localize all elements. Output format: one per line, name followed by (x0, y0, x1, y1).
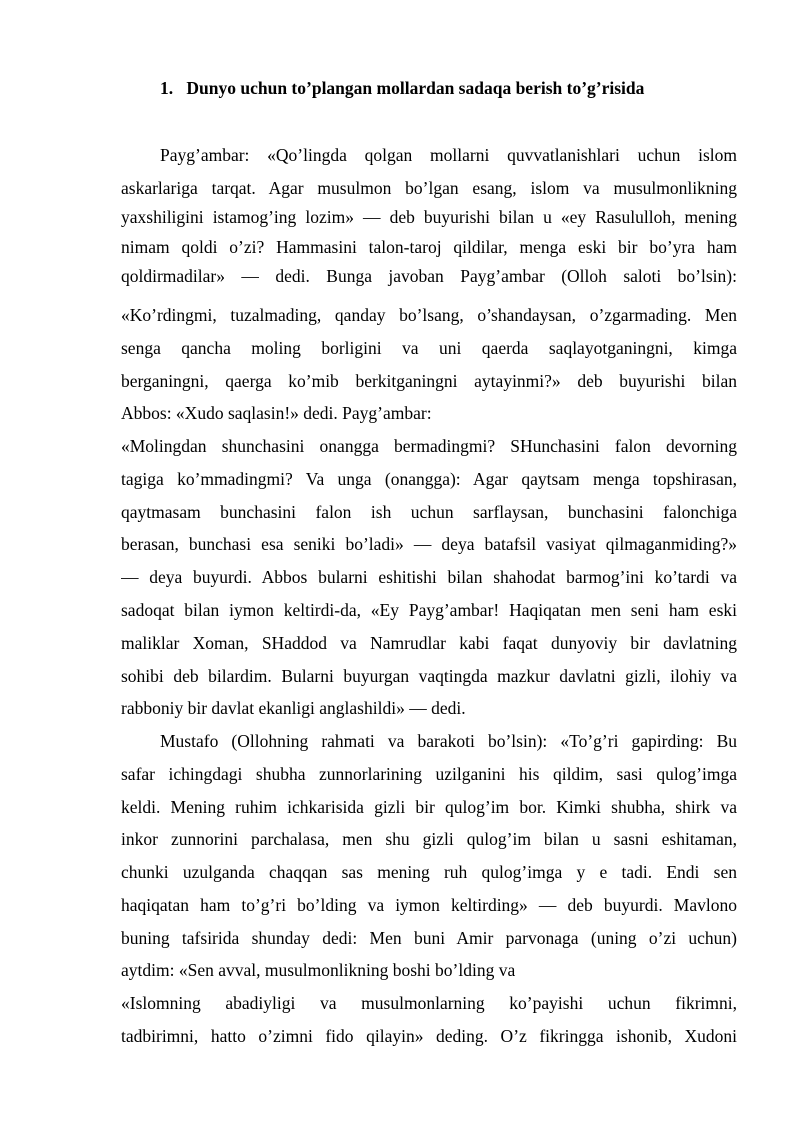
paragraph-line: keldi. Mening ruhim ichkarisida gizli bir qulog’im bor. Kimki shubha, shirk va (121, 797, 737, 817)
paragraph-line: yaxshiligini istamog’ing lozim» — deb buyurishi bilan u «ey Rasululloh, mening (121, 207, 737, 227)
paragraph-line: berganingni, qaerga ko’mib berkitganingni aytayinmi?» deb buyurishi bilan (121, 371, 737, 391)
paragraph-line: «Ko’rdingmi, tuzalmading, qanday bo’lsang, o’shandaysan, o’zgarmading. Men (121, 305, 737, 325)
paragraph-line: inkor zunnorini parchalasa, men shu gizli qulog’im bilan u sasni eshitaman, (121, 829, 737, 849)
paragraph-line: qoldirmadilar» — dedi. Bunga javoban Payg’ambar (Olloh saloti bo’lsin): (121, 266, 737, 286)
heading-text: Dunyo uchun to’plangan mollardan sadaqa berish to’g’risida (186, 78, 645, 98)
paragraph-line: aytdim: «Sen avval, musulmonlikning boshi bo’lding va (121, 960, 516, 980)
section-heading (160, 76, 644, 100)
paragraph-line: askarlariga tarqat. Agar musulmon bo’lgan esang, islom va musulmonlikning (121, 178, 737, 198)
paragraph-line: tadbirimni, hatto o’zimni fido qilayin» deding. O’z fikringga ishonib, Xudoni (121, 1026, 737, 1046)
paragraph-line: «Islomning abadiyligi va musulmonlarning ko’payishi uchun fikrimni, (121, 993, 737, 1013)
paragraph-line: Abbos: «Xudo saqlasin!» dedi. Payg’ambar: (121, 403, 432, 423)
paragraph-line: Mustafo (Ollohning rahmati va barakoti bo’lsin): «To’g’ri gapirding: Bu (160, 731, 737, 751)
paragraph-line: «Molingdan shunchasini onangga bermadingmi? SHunchasini falon devorning (121, 436, 737, 456)
paragraph-line: maliklar Xoman, SHaddod va Namrudlar kabi faqat dunyoviy bir davlatning (121, 633, 737, 653)
paragraph-line: qaytmasam bunchasini falon ish uchun sarflaysan, bunchasini falonchiga (121, 502, 737, 522)
heading-number: 1. (160, 78, 174, 98)
paragraph-line: buning tafsirida shunday dedi: Men buni Amir parvonaga (uning o’zi uchun) (121, 928, 737, 948)
paragraph-line: — deya buyurdi. Abbos bularni eshitishi bilan shahodat barmog’ini ko’tardi va (121, 567, 737, 587)
paragraph-line: chunki uzulganda chaqqan sas mening ruh qulog’imga y e tadi. Endi sen (121, 862, 737, 882)
paragraph-line: haqiqatan ham to’g’ri bo’lding va iymon keltirding» — deb buyurdi. Mavlono (121, 895, 737, 915)
paragraph-line: sohibi deb bilardim. Bularni buyurgan vaqtingda mazkur davlatni gizli, ilohiy va (121, 666, 737, 686)
paragraph-line: berasan, bunchasi esa seniki bo’ladi» — deya batafsil vasiyat qilmaganmiding?» (121, 534, 737, 554)
paragraph-line: sadoqat bilan iymon keltirdi-da, «Ey Payg’ambar! Haqiqatan men seni ham eski (121, 600, 737, 620)
paragraph-line: safar ichingdagi shubha zunnorlarining uzilganini his qildim, sasi qulog’imga (121, 764, 737, 784)
paragraph-line: Payg’ambar: «Qo’lingda qolgan mollarni quvvatlanishlari uchun islom (160, 145, 737, 165)
paragraph-line: tagiga ko’mmadingmi? Va unga (onangga): Agar qaytsam menga topshirasan, (121, 469, 737, 489)
paragraph-line: nimam qoldi o’zi? Hammasini talon-taroj qildilar, menga eski bir bo’yra ham (121, 237, 737, 257)
paragraph-line: senga qancha moling borligini va uni qaerda saqlayotganingni, kimga (121, 338, 737, 358)
paragraph-line: rabboniy bir davlat ekanligi anglashildi» — dedi. (121, 698, 466, 718)
